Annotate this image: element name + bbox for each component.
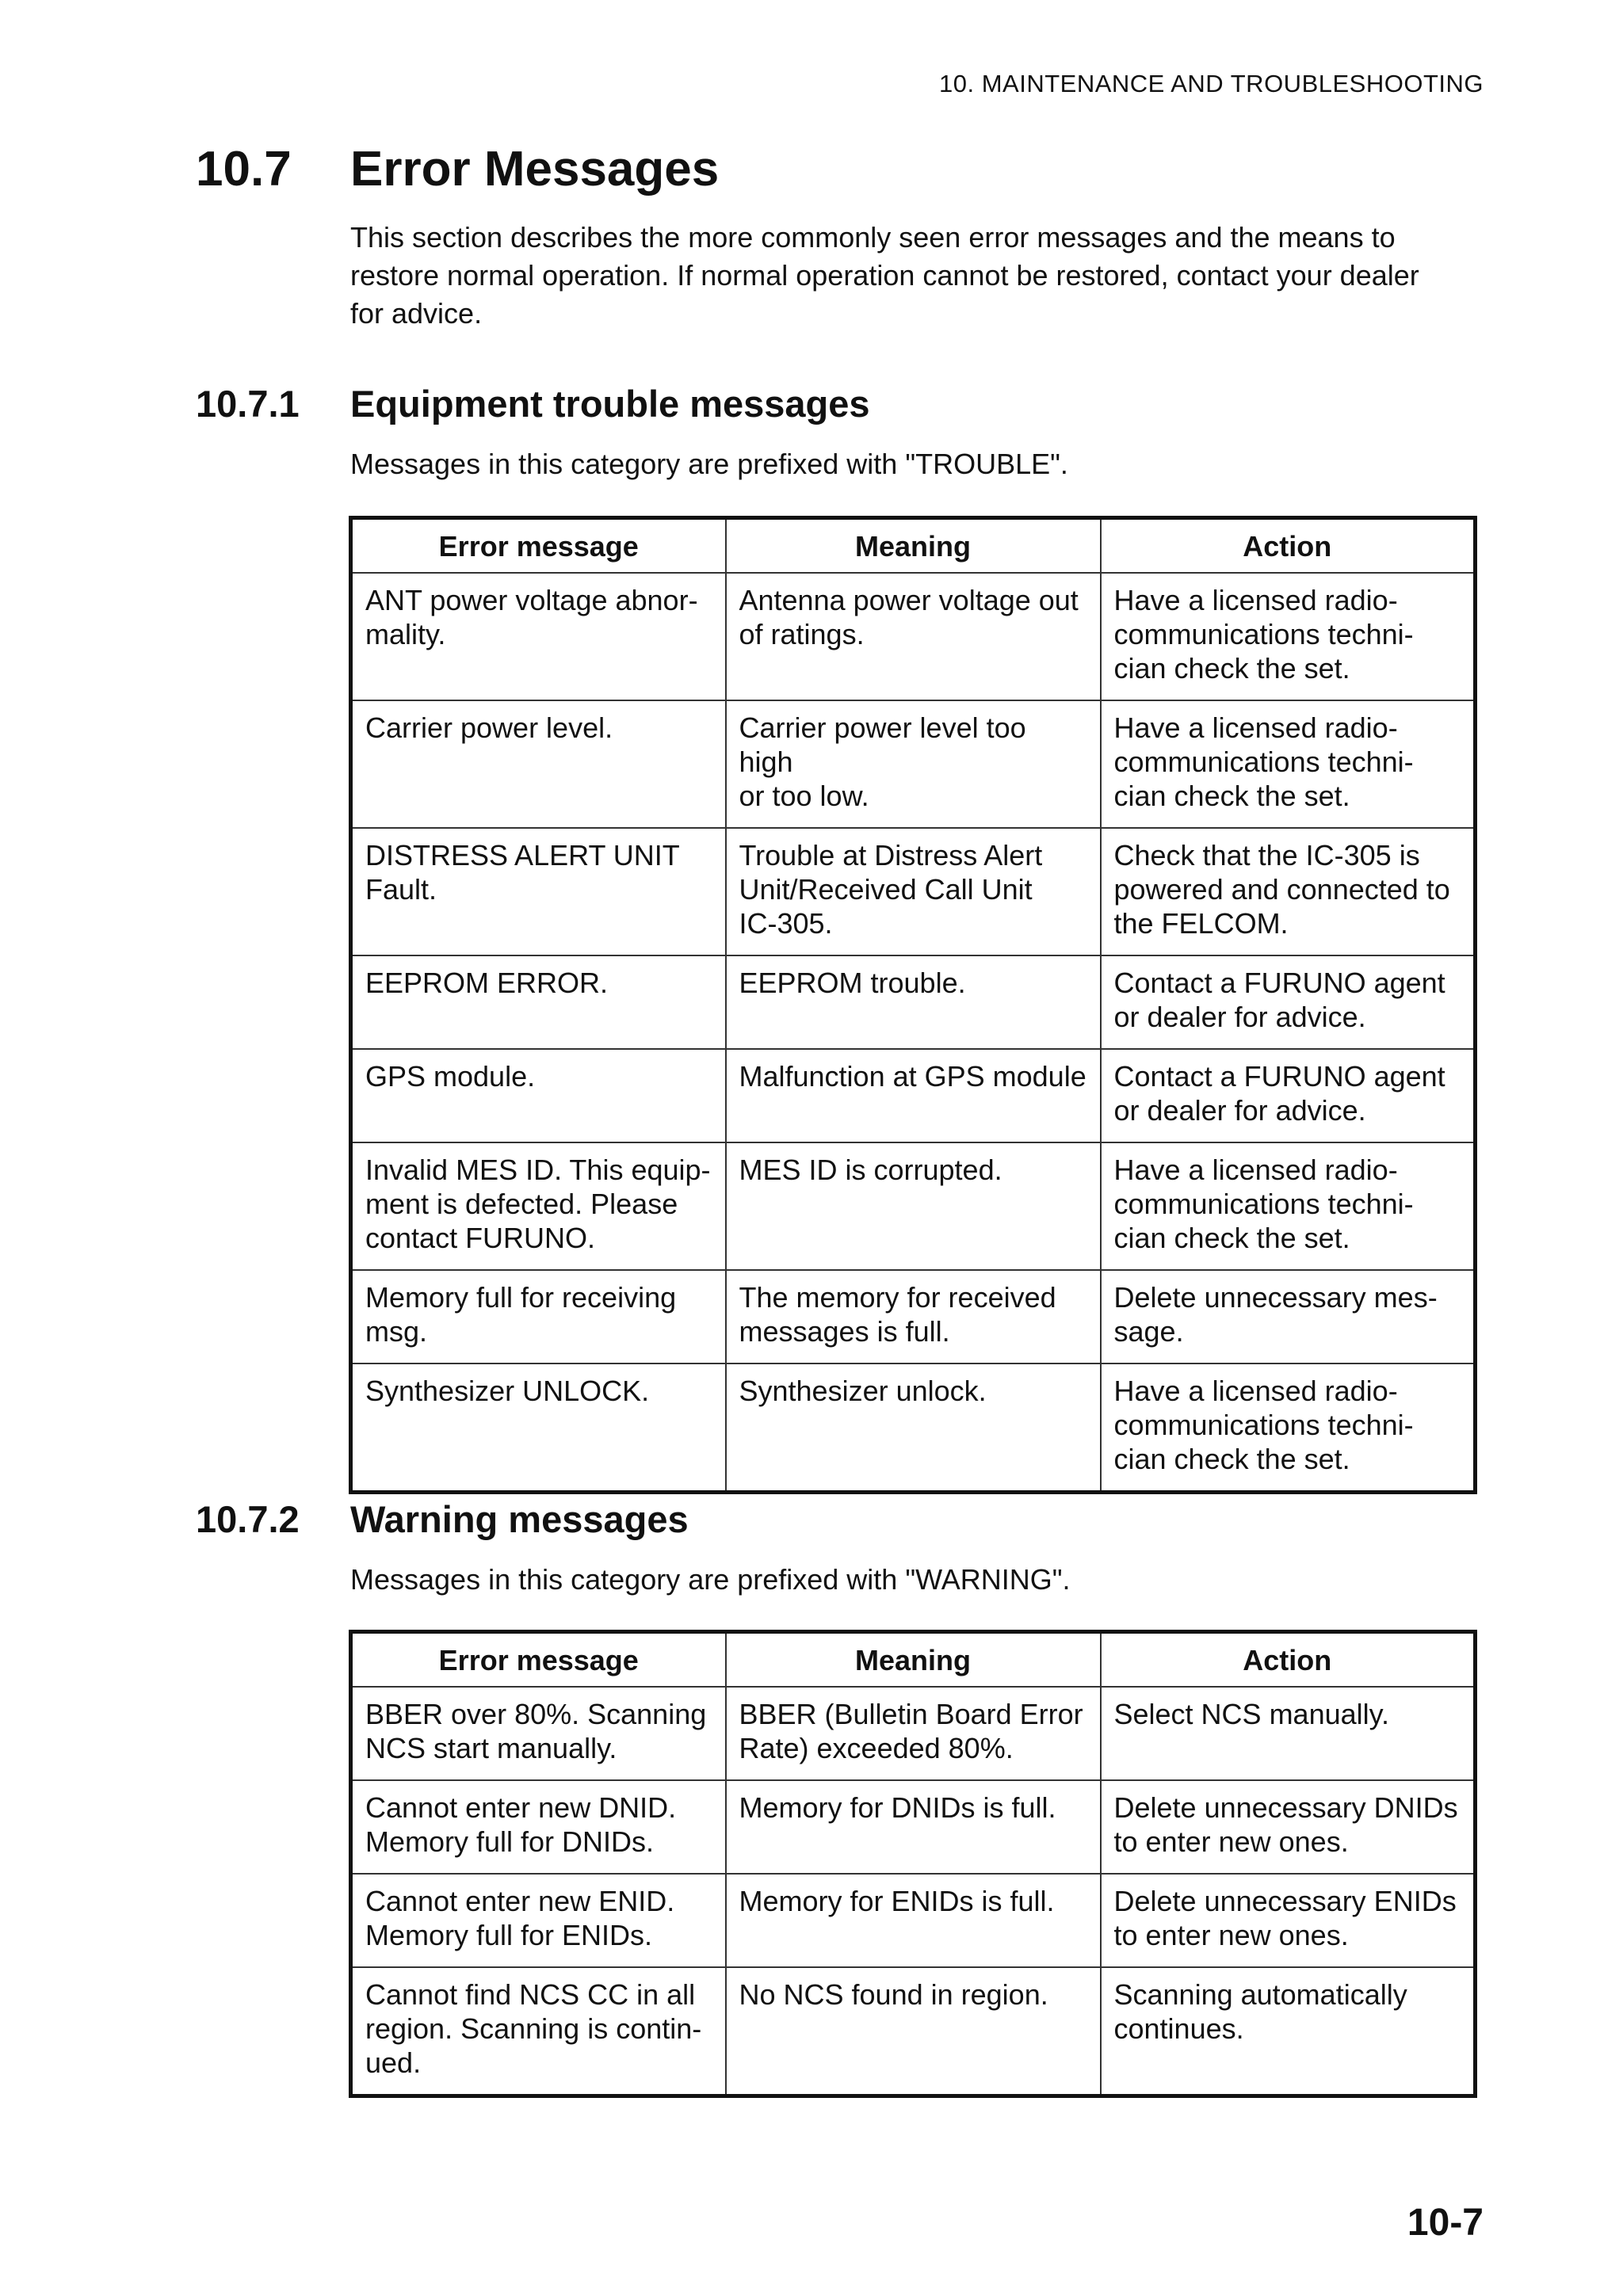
table-row (351, 1363, 1476, 1493)
page-number: 10-7 (1407, 2202, 1484, 2244)
subsection-heading-warning (196, 1497, 689, 1541)
section-intro: This section describes the more commonly seen error messages and the means to restore normal operation. If normal operation cannot be restored, contact your dealer for advice. (350, 221, 1419, 330)
meaning-cell: Antenna power voltage out of ratings. (726, 573, 1101, 700)
table-row (351, 573, 1476, 700)
subsection-number: 10.7.2 (196, 1498, 300, 1540)
action-cell: Scanning automatically continues. (1101, 1967, 1476, 2096)
error-message-cell: GPS module. (351, 1049, 726, 1142)
table-header-row (351, 518, 1476, 574)
column-header-error-message: Error message (351, 1632, 726, 1688)
meaning-cell: Carrier power level too high or too low. (726, 700, 1101, 828)
error-message-cell: EEPROM ERROR. (351, 955, 726, 1049)
column-header-action: Action (1101, 1632, 1476, 1688)
section-heading (196, 141, 719, 197)
table-header-row (351, 1632, 1476, 1688)
subsection-intro-warning: Messages in this category are prefixed with "WARNING". (350, 1563, 1071, 1596)
table-row (351, 1874, 1476, 1967)
action-cell: Have a licensed radio- communications techni- cian check the set. (1101, 700, 1476, 828)
error-message-cell: Invalid MES ID. This equip- ment is defected. Please contact FURUNO. (351, 1142, 726, 1270)
error-message-cell: Synthesizer UNLOCK. (351, 1363, 726, 1493)
error-message-cell: Cannot find NCS CC in all region. Scanning is contin- ued. (351, 1967, 726, 2096)
meaning-cell: MES ID is corrupted. (726, 1142, 1101, 1270)
subsection-heading-trouble (196, 382, 870, 425)
action-cell: Delete unnecessary mes- sage. (1101, 1270, 1476, 1363)
action-cell: Have a licensed radio- communications techni- cian check the set. (1101, 1363, 1476, 1493)
error-message-cell: Cannot enter new ENID. Memory full for ENIDs. (351, 1874, 726, 1967)
error-message-cell: ANT power voltage abnor- mality. (351, 573, 726, 700)
column-header-meaning: Meaning (726, 1632, 1101, 1688)
error-message-cell: Cannot enter new DNID. Memory full for DNIDs. (351, 1780, 726, 1874)
meaning-cell: Memory for ENIDs is full. (726, 1874, 1101, 1967)
error-message-cell: BBER over 80%. Scanning NCS start manually. (351, 1687, 726, 1780)
warning-messages-table (349, 1630, 1477, 2098)
subsection-title: Equipment trouble messages (350, 383, 870, 425)
action-cell: Delete unnecessary ENIDs to enter new ones. (1101, 1874, 1476, 1967)
action-cell: Have a licensed radio- communications techni- cian check the set. (1101, 573, 1476, 700)
meaning-cell: BBER (Bulletin Board Error Rate) exceeded 80%. (726, 1687, 1101, 1780)
table-row (351, 828, 1476, 955)
table-row (351, 1270, 1476, 1363)
table-row (351, 1967, 1476, 2096)
section-number: 10.7 (196, 142, 292, 196)
table-row (351, 1142, 1476, 1270)
meaning-cell: Memory for DNIDs is full. (726, 1780, 1101, 1874)
column-header-error-message: Error message (351, 518, 726, 574)
column-header-meaning: Meaning (726, 518, 1101, 574)
table-row (351, 1049, 1476, 1142)
section-title: Error Messages (350, 142, 720, 196)
action-cell: Delete unnecessary DNIDs to enter new ones. (1101, 1780, 1476, 1874)
table-row (351, 1780, 1476, 1874)
action-cell: Select NCS manually. (1101, 1687, 1476, 1780)
meaning-cell: No NCS found in region. (726, 1967, 1101, 2096)
table-row (351, 955, 1476, 1049)
subsection-title: Warning messages (350, 1498, 689, 1540)
action-cell: Contact a FURUNO agent or dealer for advice. (1101, 1049, 1476, 1142)
action-cell: Check that the IC-305 is powered and connected to the FELCOM. (1101, 828, 1476, 955)
table-row (351, 1687, 1476, 1780)
meaning-cell: The memory for received messages is full. (726, 1270, 1101, 1363)
error-message-cell: Memory full for receiving msg. (351, 1270, 726, 1363)
action-cell: Have a licensed radio- communications techni- cian check the set. (1101, 1142, 1476, 1270)
meaning-cell: Synthesizer unlock. (726, 1363, 1101, 1493)
trouble-messages-table (349, 516, 1477, 1494)
meaning-cell: EEPROM trouble. (726, 955, 1101, 1049)
table-row (351, 700, 1476, 828)
column-header-action: Action (1101, 518, 1476, 574)
meaning-cell: Malfunction at GPS module (726, 1049, 1101, 1142)
running-header: 10. MAINTENANCE AND TROUBLESHOOTING (939, 70, 1484, 97)
meaning-cell: Trouble at Distress Alert Unit/Received Call Unit IC-305. (726, 828, 1101, 955)
subsection-intro-trouble: Messages in this category are prefixed with "TROUBLE". (350, 448, 1068, 480)
error-message-cell: DISTRESS ALERT UNIT Fault. (351, 828, 726, 955)
error-message-cell: Carrier power level. (351, 700, 726, 828)
action-cell: Contact a FURUNO agent or dealer for advice. (1101, 955, 1476, 1049)
subsection-number: 10.7.1 (196, 383, 300, 425)
